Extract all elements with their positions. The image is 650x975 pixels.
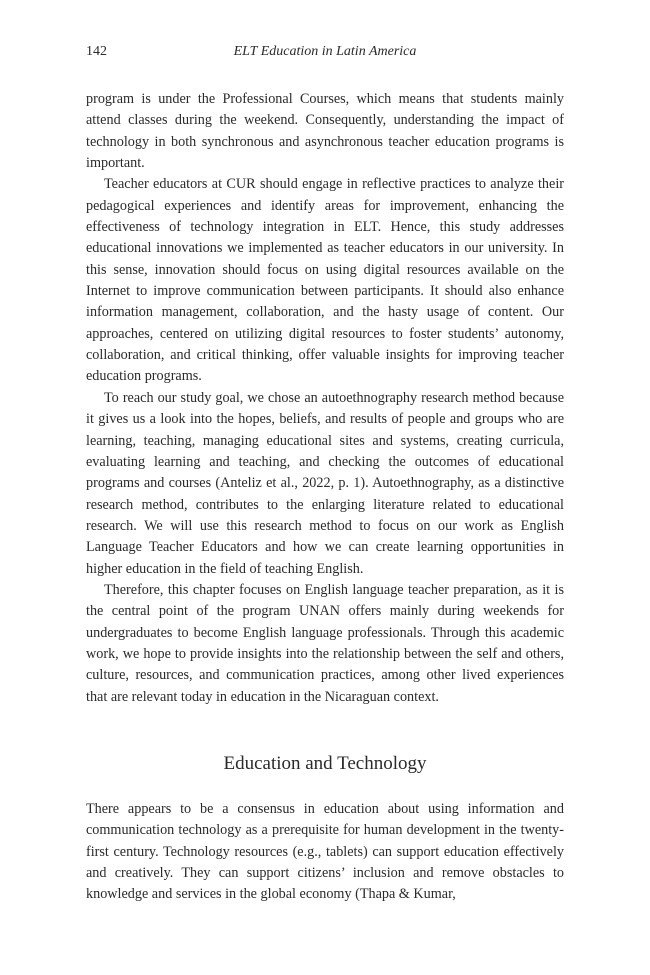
paragraph: Therefore, this chapter focuses on English language teacher preparation, as it is the central point of the program UNAN offers mainly during weekends for undergraduates to become English language professionals. Through this academic work, we hope to provide insights into the relationship between the self and others, culture, resources, and communication practices, among other lived experiences that are relevant today in education in the Nicaraguan context. xyxy=(86,581,564,705)
section-paragraph: There appears to be a consensus in education about using information and communication technology as a prerequisite for human development in the twenty-first century. Technology resources (e.g., tablets) can support education effectively and creatively. They can support citizens’ inclusion and remove obstacles to knowledge and services in the global economy (Thapa & Kumar, xyxy=(86,800,564,903)
book-title: ELT Education in Latin America xyxy=(233,44,417,59)
section-heading: Education and Technology xyxy=(223,752,427,774)
page-number: 142 xyxy=(86,44,107,59)
paragraph: To reach our study goal, we chose an autoethnography research method because it gives us a look into the hopes, beliefs, and results of people and groups who are learning, teaching, managing educational sites and systems, creating curricula, evaluating learning and teaching, and checking the outcomes of educational programs and courses (Anteliz et al., 2022, p. 1). Autoethnography, as a distinctive research method, contributes to the enlarging literature related to educational research. We will use this research method to focus on our work as English Language Teacher Educators and how we can create learning opportunities in higher education in the field of teaching English. xyxy=(86,389,564,577)
paragraph: Teacher educators at CUR should engage in reflective practices to analyze their pedagogical experiences and identify areas for improvement, enhancing the effectiveness of technology integration in ELT. Hence, this study addresses educational innovations we implemented as teacher educators in our university. In this sense, innovation should focus on using digital resources available on the Internet to improve communication between participants. It should also enhance information management, collaboration, and the hasty usage of content. Our approaches, centered on utilizing digital resources to foster students’ autonomy, collaboration, and critical thinking, offer valuable insights for improving teacher education programs. xyxy=(86,176,564,385)
body-text xyxy=(86,89,564,906)
running-head xyxy=(86,44,564,64)
paragraph-continued: program is under the Professional Courses, which means that students mainly attend classes during the weekend. Consequently, understanding the impact of technology in both synchronous and asynchronous teacher education programs is important. xyxy=(86,91,564,172)
